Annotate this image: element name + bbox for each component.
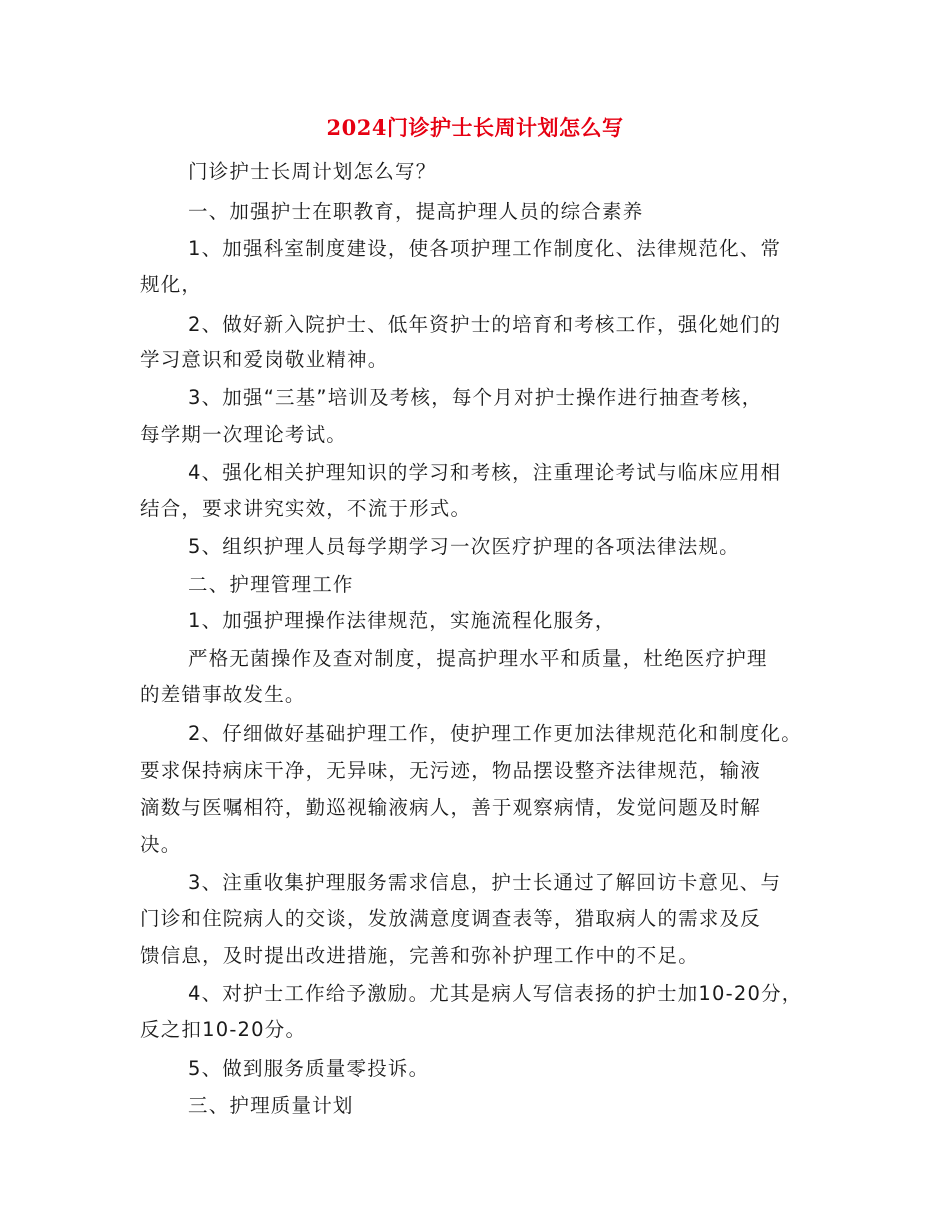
section-heading: 三、护理质量计划 [188, 1094, 354, 1117]
paragraph-line: 3、注重收集护理服务需求信息，护士长通过了解回访卡意见、与 [188, 871, 782, 894]
document-title: 2024门诊护士长周计划怎么写 [326, 115, 624, 140]
section-heading: 二、护理管理工作 [188, 573, 354, 596]
paragraph-line: 4、对护士工作给予激励。尤其是病人写信表扬的护士加10-20分， [188, 982, 803, 1005]
paragraph-line: 规化， [140, 273, 203, 296]
paragraph-line: 1、加强科室制度建设，使各项护理工作制度化、法律规范化、常 [188, 237, 782, 260]
paragraph-line: 3、加强“三基”培训及考核，每个月对护士操作进行抽查考核， [188, 386, 763, 409]
paragraph-line: 1、加强护理操作法律规范，实施流程化服务， [188, 609, 616, 632]
paragraph-line: 的差错事故发生。 [140, 683, 306, 706]
paragraph-line: 5、组织护理人员每学期学习一次医疗护理的各项法律法规。 [188, 535, 740, 558]
paragraph-line: 要求保持病床干净，无异味，无污迹，物品摆设整齐法律规范，输液 [140, 759, 762, 782]
paragraph-line: 2、仔细做好基础护理工作，使护理工作更加法律规范化和制度化。 [188, 722, 802, 745]
paragraph-line: 馈信息，及时提出改进措施，完善和弥补护理工作中的不足。 [140, 944, 699, 967]
section-heading: 一、加强护士在职教育，提高护理人员的综合素养 [188, 200, 644, 223]
paragraph-line: 4、强化相关护理知识的学习和考核，注重理论考试与临床应用相 [188, 461, 782, 484]
paragraph-line: 决。 [140, 833, 182, 856]
paragraph-line: 每学期一次理论考试。 [140, 423, 348, 446]
paragraph-line: 门诊护士长周计划怎么写？ [188, 160, 437, 183]
paragraph-line: 5、做到服务质量零投诉。 [188, 1057, 430, 1080]
paragraph-line: 严格无菌操作及查对制度，提高护理水平和质量，杜绝医疗护理 [188, 647, 768, 670]
paragraph-line: 结合，要求讲究实效，不流于形式。 [140, 497, 472, 520]
paragraph-line: 门诊和住院病人的交谈，发放满意度调查表等，猎取病人的需求及反 [140, 907, 762, 930]
paragraph-line: 学习意识和爱岗敬业精神。 [140, 348, 389, 371]
paragraph-line: 滴数与医嘱相符，勤巡视输液病人，善于观察病情，发觉问题及时解 [140, 796, 762, 819]
paragraph-line: 2、做好新入院护士、低年资护士的培育和考核工作，强化她们的 [188, 313, 782, 336]
paragraph-line: 反之扣10-20分。 [140, 1018, 307, 1041]
